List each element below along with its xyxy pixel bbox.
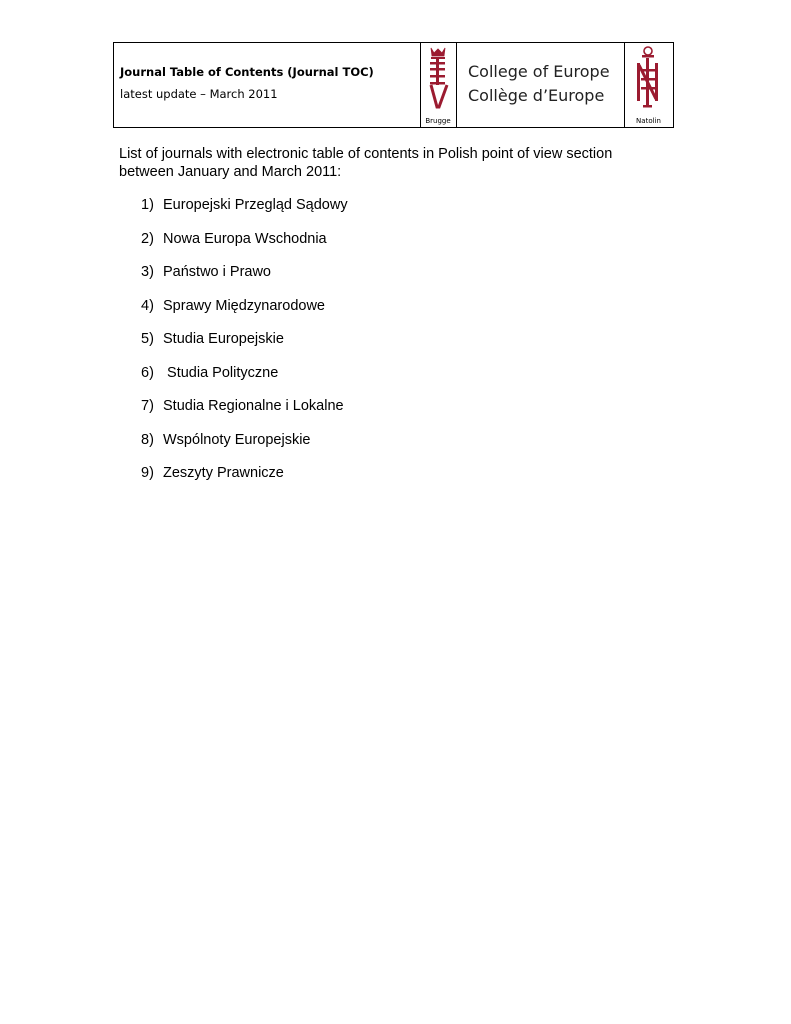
natolin-logo-cell: [624, 43, 673, 127]
journal-name: Studia Europejskie: [163, 331, 284, 347]
list-item-number: 8): [141, 431, 154, 448]
document-title: Journal Table of Contents (Journal TOC): [120, 65, 374, 79]
brugge-logo-cell: [420, 43, 457, 127]
list-item-number: 7): [141, 398, 154, 414]
journal-name: Państwo i Prawo: [163, 264, 271, 280]
document-update-date: latest update – March 2011: [120, 87, 278, 101]
journal-name: Studia Regionalne i Lokalne: [163, 398, 344, 414]
journal-name: Studia Polityczne: [163, 364, 279, 381]
brugge-crest-icon: [420, 45, 456, 115]
list-item: [141, 431, 348, 465]
journal-name: Wspólnoty Europejskie: [163, 431, 311, 448]
intro-paragraph: List of journals with electronic table of contents in Polish point of view section between January and March 2011:: [119, 146, 613, 180]
list-item: [141, 330, 348, 364]
list-item: [141, 464, 348, 498]
natolin-label: Natolin: [636, 117, 661, 125]
list-item: [141, 397, 348, 431]
college-name-english: College of Europe: [468, 62, 610, 81]
header-title-cell: [114, 43, 421, 127]
list-item: [141, 263, 348, 297]
list-item-number: 1): [141, 197, 154, 213]
journal-name: Zeszyty Prawnicze: [163, 465, 284, 481]
list-item-number: 6): [141, 364, 154, 381]
journal-name: Sprawy Międzynarodowe: [163, 297, 325, 314]
college-name-cell: [456, 43, 625, 127]
list-item: [141, 230, 348, 264]
list-item-number: 4): [141, 297, 154, 314]
journal-name: Europejski Przegląd Sądowy: [163, 197, 348, 213]
brugge-label: Brugge: [425, 117, 451, 125]
list-item: [141, 196, 348, 230]
list-item-number: 3): [141, 264, 154, 280]
journal-name: Nowa Europa Wschodnia: [163, 230, 327, 247]
list-item-number: 2): [141, 230, 154, 247]
document-header: [113, 42, 674, 128]
list-item: [141, 364, 348, 398]
list-item-number: 9): [141, 465, 154, 481]
list-item: [141, 297, 348, 331]
college-name-french: Collège d’Europe: [468, 86, 605, 105]
natolin-crest-icon: [624, 45, 673, 115]
journal-list: [141, 196, 348, 498]
list-item-number: 5): [141, 331, 154, 347]
